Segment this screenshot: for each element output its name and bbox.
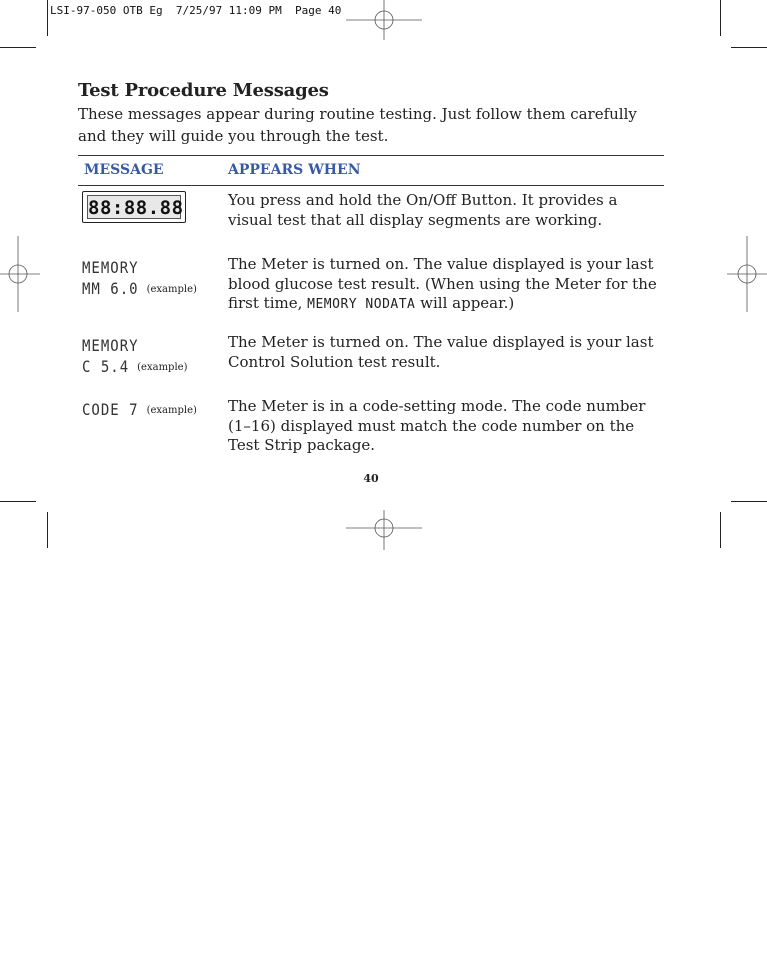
- row-description: [228, 255, 664, 315]
- page-content: [78, 80, 664, 485]
- desc-text-pre: The Meter is turned on. The value displayed is your last blood glucose test result. (When using the Meter for the first time,: [228, 255, 657, 312]
- example-label: (example): [146, 284, 197, 295]
- table-row: [78, 390, 664, 460]
- crop-mark: [47, 0, 48, 36]
- code-message: [82, 398, 197, 420]
- table-row: [78, 248, 664, 326]
- lcd-line-2: MM 6.0: [82, 280, 139, 299]
- lcd-line-2: C 5.4: [82, 358, 130, 377]
- crop-mark: [720, 512, 721, 548]
- table-row: [78, 326, 664, 390]
- page-number: 40: [363, 472, 379, 485]
- registration-mark-bottom: [346, 510, 422, 550]
- registration-mark-top: [346, 0, 422, 40]
- example-label: (example): [146, 405, 197, 416]
- page-title: Test Procedure Messages: [78, 80, 329, 101]
- desc-text-post: will appear.): [415, 294, 515, 312]
- row-description: The Meter is turned on. The value displayed is your last Control Solution test result.: [228, 333, 654, 371]
- memory-control-message: [82, 334, 187, 378]
- column-header-message: MESSAGE: [84, 162, 164, 178]
- row-description: The Meter is in a code-setting mode. The code number (1–16) displayed must match the code number on the Test Strip package.: [228, 397, 646, 454]
- column-header-appears-when: APPEARS WHEN: [228, 162, 361, 178]
- crop-mark: [731, 501, 767, 502]
- table-row: [78, 186, 664, 248]
- lcd-line-1: MEMORY: [82, 259, 139, 278]
- row-description: You press and hold the On/Off Button. It provides a visual test that all display segments are working.: [228, 191, 618, 229]
- table-header: [78, 155, 664, 185]
- example-label: (example): [137, 362, 188, 373]
- lcd-line-1: MEMORY: [82, 337, 139, 356]
- crop-mark: [720, 0, 721, 36]
- registration-mark-left: [0, 236, 40, 312]
- lcd-all-segments: 88:88.88: [88, 197, 184, 219]
- lcd-line-1: CODE 7: [82, 401, 139, 420]
- lcd-display-box: [82, 191, 186, 223]
- crop-mark: [731, 47, 767, 48]
- crop-mark: [0, 501, 36, 502]
- display-test-graphic: [82, 191, 186, 227]
- crop-mark: [47, 512, 48, 548]
- intro-paragraph: These messages appear during routine testing. Just follow them carefully and they will guide you through the test.: [78, 105, 637, 145]
- crop-mark: [0, 47, 36, 48]
- registration-mark-right: [727, 236, 767, 312]
- print-slug: LSI-97-050 OTB Eg 7/25/97 11:09 PM Page 40: [50, 4, 342, 17]
- memory-message: [82, 256, 197, 300]
- inline-lcd-text: MEMORY NODATA: [307, 297, 416, 312]
